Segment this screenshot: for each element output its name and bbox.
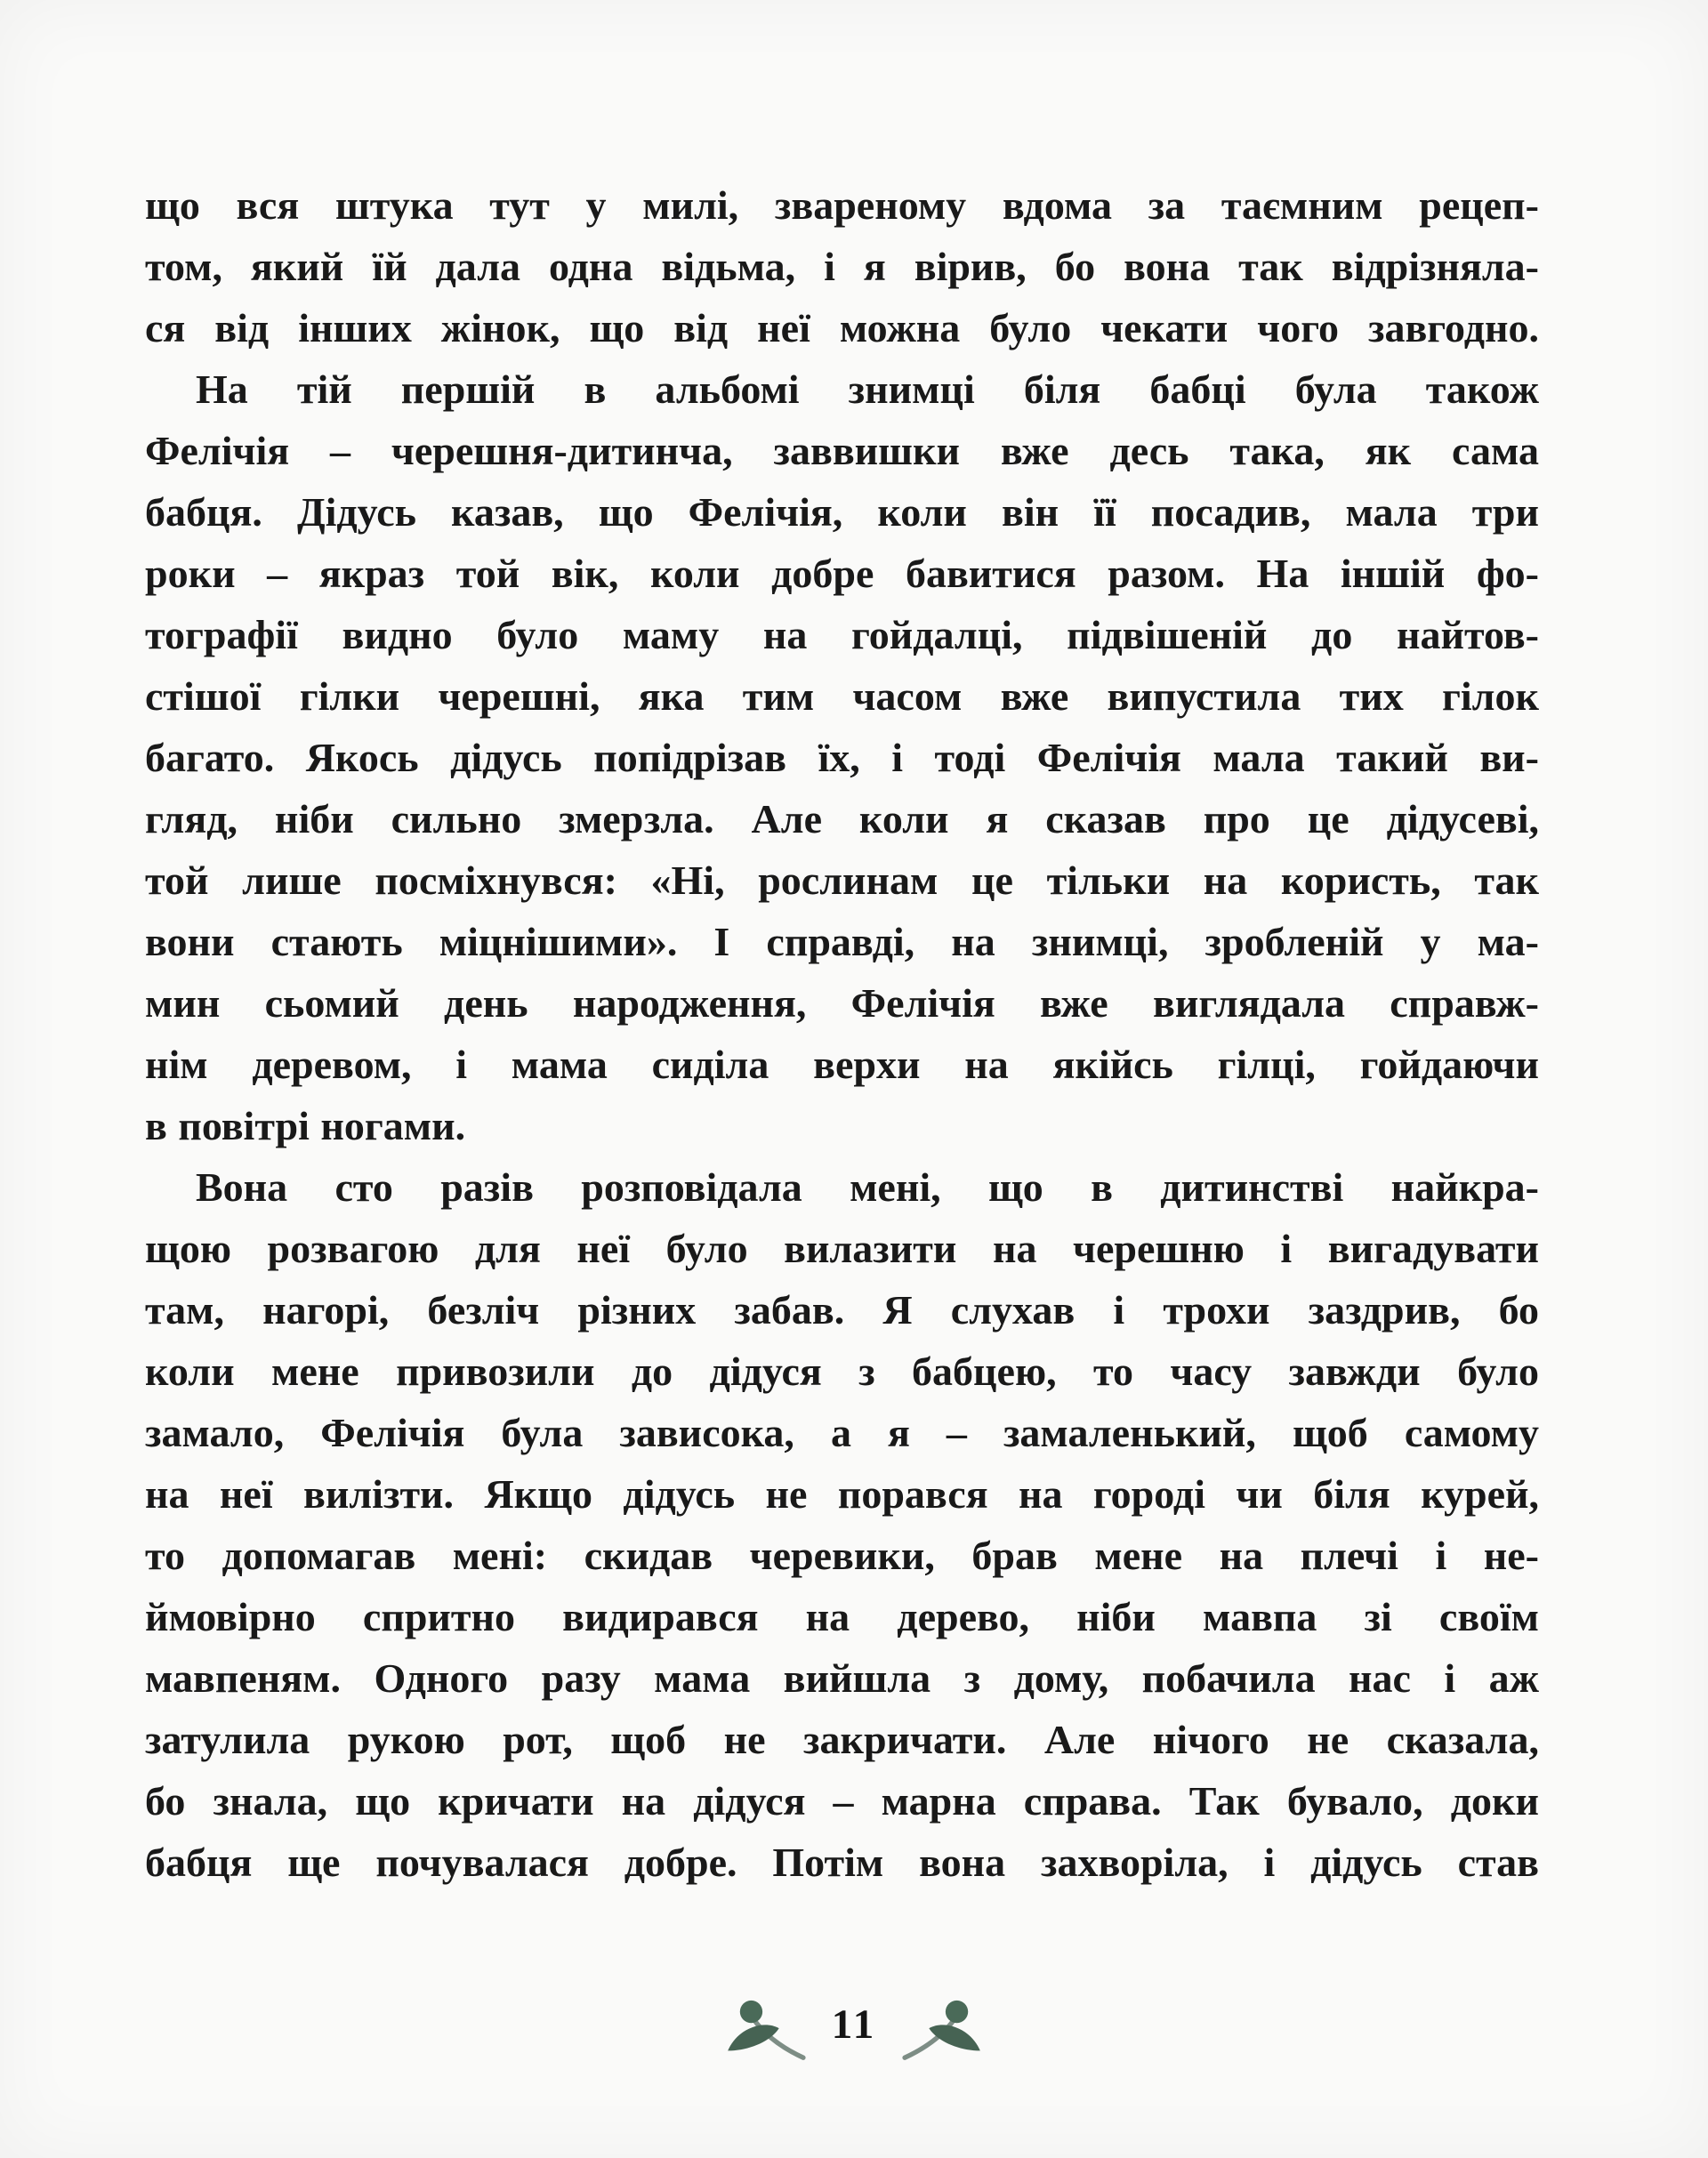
text-line: тографії видно було маму на гойдалці, підвішеній до найтов- — [145, 612, 1539, 657]
text-line: ймовірно спритно видирався на дерево, ніби мавпа зі своїм — [145, 1594, 1539, 1639]
cherry-sprig-right-icon — [899, 1997, 983, 2065]
text-line: Фелічія – черешня-дитинча, заввишки вже десь така, як сама — [145, 428, 1539, 473]
text-line: замало, Фелічія була зависока, а я – замаленький, щоб самому — [145, 1410, 1539, 1455]
text-line: стішої гілки черешні, яка тим часом вже випустила тих гілок — [145, 673, 1539, 719]
text-line: На тій першій в альбомі знимці біля бабці була також — [196, 366, 1539, 412]
text-line: вони стають міцнішими». І справді, на знимці, зробленій у ма- — [145, 919, 1539, 964]
text-line: щою розвагою для неї було вилазити на черешню і вигадувати — [145, 1226, 1539, 1271]
text-line: затулила рукою рот, щоб не закричати. Але нічого не сказала, — [145, 1717, 1539, 1762]
text-line: що вся штука тут у милі, звареному вдома за таємним рецеп- — [145, 182, 1539, 228]
cherry-sprig-left-icon — [725, 1997, 809, 2065]
text-line: бабця. Дідусь казав, що Фелічія, коли він її посадив, мала три — [145, 489, 1539, 535]
text-line: той лише посміхнувся: «Ні, рослинам це тільки на користь, так — [145, 858, 1539, 903]
text-line: роки – якраз той вік, коли добре бавитися разом. На іншій фо- — [145, 551, 1539, 596]
text-line: на неї вилізти. Якщо дідусь не порався на городі чи біля курей, — [145, 1471, 1539, 1517]
page-text — [145, 174, 1539, 1893]
text-line: бабця ще почувалася добре. Потім вона захворіла, і дідусь став — [145, 1840, 1539, 1885]
text-line: то допомагав мені: скидав черевики, брав мене на плечі і не- — [145, 1533, 1539, 1578]
text-line: там, нагорі, безліч різних забав. Я слухав і трохи заздрив, бо — [145, 1287, 1539, 1333]
text-line: коли мене привозили до дідуся з бабцею, то часу завжди було — [145, 1349, 1539, 1394]
text-line: Вона сто разів розповідала мені, що в дитинстві найкра- — [196, 1164, 1539, 1210]
text-line: том, який їй дала одна відьма, і я вірив, бо вона так відрізняла- — [145, 244, 1539, 289]
text-line: нім деревом, і мама сиділа верхи на якійсь гілці, гойдаючи — [145, 1042, 1539, 1087]
text-line: в повітрі ногами. — [145, 1103, 466, 1148]
page-footer — [0, 1991, 1708, 2071]
text-line: гляд, ніби сильно змерзла. Але коли я сказав про це дідусеві, — [145, 796, 1539, 841]
text-line: мин сьомий день народження, Фелічія вже виглядала справж- — [145, 980, 1539, 1026]
text-line: багато. Якось дідусь попідрізав їх, і тоді Фелічія мала такий ви- — [145, 735, 1539, 780]
text-line: ся від інших жінок, що від неї можна було чекати чого завгодно. — [145, 305, 1539, 350]
text-line: мавпеням. Одного разу мама вийшла з дому, побачила нас і аж — [145, 1655, 1539, 1701]
page-number: 11 — [831, 2001, 877, 2048]
text-line: бо знала, що кричати на дідуся – марна справа. Так бувало, доки — [145, 1778, 1539, 1824]
